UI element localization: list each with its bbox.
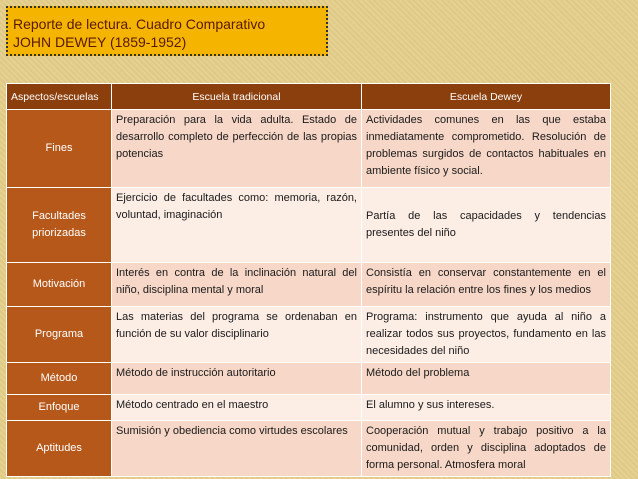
table-header-row (7, 84, 611, 110)
cell-dewey: Actividades comunes en las que estaba inmediatamente comprometido. Resolución de problemas surgidos de contactos habituales en ambiente físico y social. (362, 110, 611, 188)
cell-dewey: Cooperación mutual y trabajo positivo a la comunidad, orden y disciplina adoptados de forma personal. Atmosfera moral (362, 421, 611, 477)
cell-tradicional: Preparación para la vida adulta. Estado de desarrollo completo de perfección de las propias potencias (112, 110, 362, 188)
row-aspect: Fines (7, 110, 112, 188)
header-dewey: Escuela Dewey (362, 84, 611, 110)
cell-dewey: Programa: instrumento que ayuda al niño a realizar todos sus proyectos, fundamento en las necesidades del niño (362, 307, 611, 363)
cell-dewey: Método del problema (362, 363, 611, 395)
cell-tradicional: Sumisión y obediencia como virtudes escolares (112, 421, 362, 477)
table-row (7, 363, 611, 395)
cell-tradicional: Interés en contra de la inclinación natural del niño, disciplina mental y moral (112, 263, 362, 307)
report-title: Reporte de lectura. Cuadro Comparativo (13, 16, 266, 32)
cell-tradicional: Método centrado en el maestro (112, 395, 362, 421)
table-row (7, 263, 611, 307)
cell-dewey: El alumno y sus intereses. (362, 395, 611, 421)
row-aspect: Facultades priorizadas (7, 188, 112, 263)
row-aspect: Motivación (7, 263, 112, 307)
header-aspects: Aspectos/escuelas (7, 84, 112, 110)
cell-tradicional: Método de instrucción autoritario (112, 363, 362, 395)
table-row (7, 110, 611, 188)
cell-dewey: Consistía en conservar constantemente en el espíritu la relación entre los fines y los medios (362, 263, 611, 307)
cell-tradicional: Ejercicio de facultades como: memoria, razón, voluntad, imaginación (112, 188, 362, 263)
cell-tradicional: Las materias del programa se ordenaban en función de su valor disciplinario (112, 307, 362, 363)
comparison-table (6, 83, 611, 477)
table-row (7, 188, 611, 263)
table-row (7, 307, 611, 363)
row-aspect: Programa (7, 307, 112, 363)
cell-dewey: Partía de las capacidades y tendencias presentes del niño (362, 188, 611, 263)
table-row (7, 395, 611, 421)
report-title-box (6, 6, 328, 56)
row-aspect: Método (7, 363, 112, 395)
header-tradicional: Escuela tradicional (112, 84, 362, 110)
row-aspect: Aptitudes (7, 421, 112, 477)
table-row (7, 421, 611, 477)
report-subtitle: JOHN DEWEY (1859-1952) (13, 34, 187, 50)
row-aspect: Enfoque (7, 395, 112, 421)
